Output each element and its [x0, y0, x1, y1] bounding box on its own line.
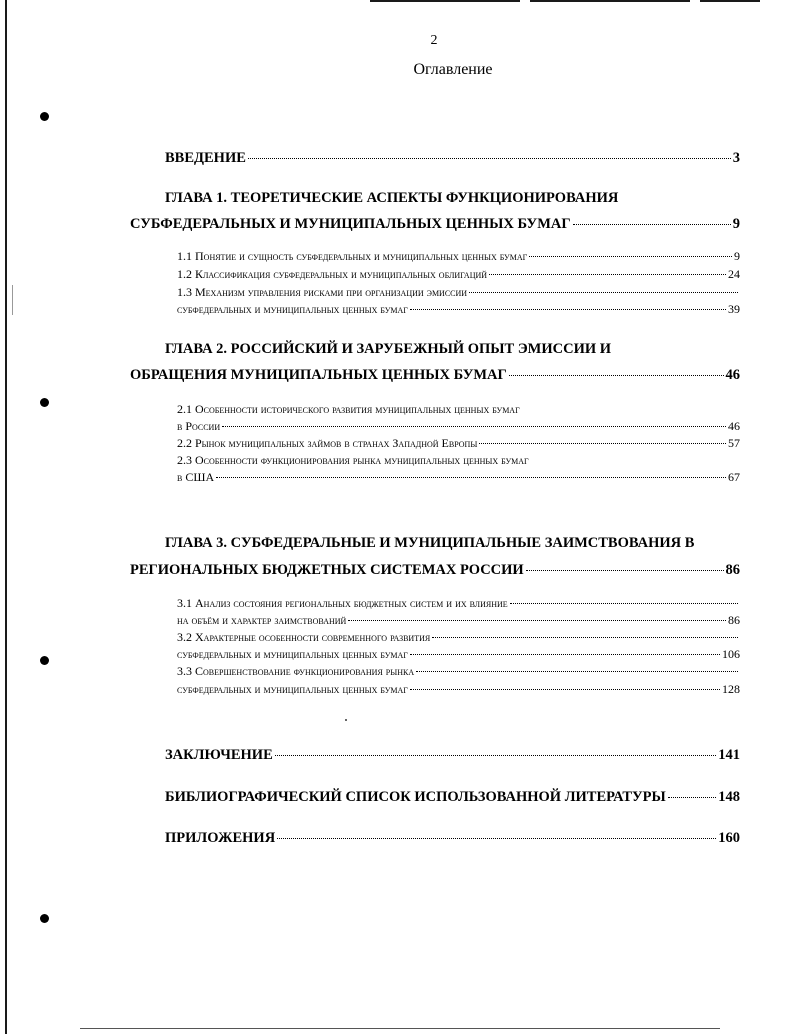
leader-dots	[573, 224, 731, 225]
leader-dots	[510, 603, 738, 604]
leader-dots	[216, 477, 726, 478]
scan-edge-top	[700, 0, 760, 2]
leader-dots	[348, 620, 726, 621]
scan-edge-top	[530, 0, 690, 2]
toc-entry-section-cont: в США 67	[177, 470, 740, 484]
toc-entry-chapter: ОБРАЩЕНИЯ МУНИЦИПАЛЬНЫХ ЦЕННЫХ БУМАГ 46	[130, 367, 740, 383]
leader-dots	[410, 309, 726, 310]
leader-dots	[410, 689, 720, 690]
toc-entry-bibliography: БИБЛИОГРАФИЧЕСКИЙ СПИСОК ИСПОЛЬЗОВАННОЙ ЛИТЕРАТУРЫ 148	[165, 789, 740, 805]
punch-hole	[40, 656, 49, 665]
chapter-heading: ГЛАВА 2. РОССИЙСКИЙ И ЗАРУБЕЖНЫЙ ОПЫТ ЭМИССИИ И	[165, 341, 612, 357]
leader-dots	[432, 637, 738, 638]
leader-dots	[668, 797, 717, 798]
chapter-heading: ГЛАВА 3. СУБФЕДЕРАЛЬНЫЕ И МУНИЦИПАЛЬНЫЕ ЗАИМСТВОВАНИЯ В	[165, 535, 695, 551]
leader-dots	[410, 654, 720, 655]
scan-speck	[345, 719, 347, 721]
toc-entry-section: 1.1 Понятие и сущность субфедеральных и муниципальных ценных бумаг 9	[177, 249, 740, 263]
toc-entry-appendices: ПРИЛОЖЕНИЯ 160	[165, 830, 740, 846]
leader-dots	[479, 443, 726, 444]
leader-dots	[489, 274, 726, 275]
scan-smudge	[12, 285, 13, 315]
scan-edge-bottom	[80, 1028, 720, 1029]
punch-hole	[40, 914, 49, 923]
toc-entry-section-cont: в России 46	[177, 419, 740, 433]
toc-entry-section: 1.3 Механизм управления рисками при организации эмиссии	[177, 285, 740, 300]
punch-hole	[40, 398, 49, 407]
toc-entry-section-cont: на объём и характер заимствований 86	[177, 613, 740, 627]
leader-dots	[222, 426, 726, 427]
toc-entry-section: 3.2 Характерные особенности современного развития	[177, 630, 740, 645]
page-title: Оглавление	[413, 61, 493, 78]
toc-entry-section: 3.3 Совершенствование функционирования рынка	[177, 664, 740, 679]
leader-dots	[529, 256, 732, 257]
toc-entry-intro: ВВЕДЕНИЕ 3	[165, 150, 740, 166]
scan-edge-top	[370, 0, 520, 2]
toc-entry-section-cont: субфедеральных и муниципальных ценных бумаг 128	[177, 682, 740, 696]
toc-entry-section: 2.2 Рынок муниципальных займов в странах Западной Европы 57	[177, 436, 740, 450]
toc-entry-section-cont: субфедеральных и муниципальных ценных бумаг 39	[177, 302, 740, 316]
leader-dots	[416, 671, 738, 672]
toc-entry-section-cont: субфедеральных и муниципальных ценных бумаг 106	[177, 647, 740, 661]
toc-entry-section: 3.1 Анализ состояния региональных бюджетных систем и их влияние	[177, 596, 740, 611]
toc-entry-chapter: СУБФЕДЕРАЛЬНЫХ И МУНИЦИПАЛЬНЫХ ЦЕННЫХ БУМАГ 9	[130, 216, 740, 232]
leader-dots	[469, 292, 738, 293]
leader-dots	[248, 158, 731, 159]
leader-dots	[277, 838, 716, 839]
punch-hole	[40, 112, 49, 121]
chapter-heading: ГЛАВА 1. ТЕОРЕТИЧЕСКИЕ АСПЕКТЫ ФУНКЦИОНИРОВАНИЯ	[165, 190, 619, 206]
leader-dots	[526, 570, 724, 571]
toc-entry-conclusion: ЗАКЛЮЧЕНИЕ 141	[165, 747, 740, 763]
leader-dots	[275, 755, 716, 756]
scan-edge-left	[5, 0, 7, 1034]
leader-dots	[509, 375, 724, 376]
toc-entry-section: 1.2 Классификация субфедеральных и муниципальных облигаций 24	[177, 267, 740, 281]
page-number: 2	[430, 33, 438, 48]
toc-entry-section: 2.3 Особенности функционирования рынка муниципальных ценных бумаг	[177, 453, 529, 467]
toc-entry-section: 2.1 Особенности исторического развития муниципальных ценных бумаг	[177, 402, 520, 416]
toc-entry-chapter: РЕГИОНАЛЬНЫХ БЮДЖЕТНЫХ СИСТЕМАХ РОССИИ 86	[130, 562, 740, 578]
